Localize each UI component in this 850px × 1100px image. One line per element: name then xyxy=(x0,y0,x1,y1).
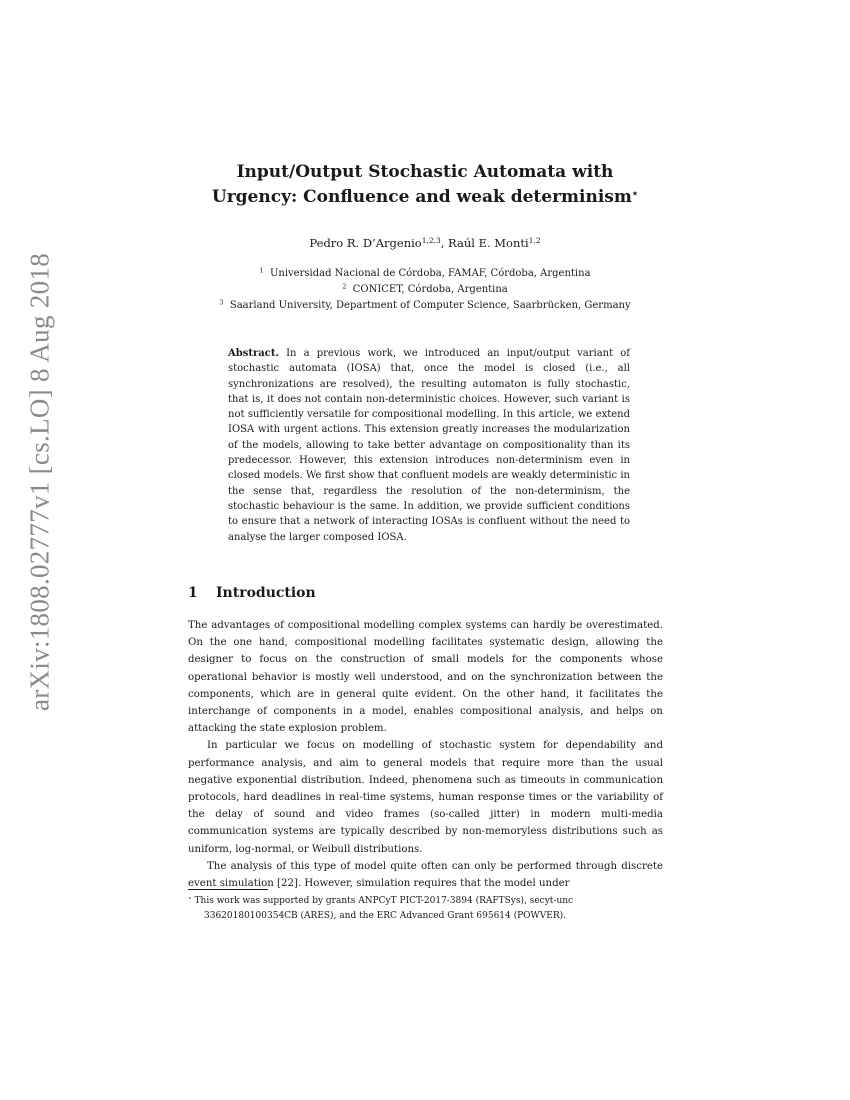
abstract-label: Abstract. xyxy=(228,348,279,359)
arxiv-identifier-text: arXiv:1808.02777v1 [cs.LO] 8 Aug 2018 xyxy=(24,252,55,712)
footnote xyxy=(188,894,668,923)
affiliation-item xyxy=(150,282,700,298)
author-affiliation-sup: 1,2 xyxy=(528,235,541,245)
author-name: Pedro R. D’Argenio xyxy=(309,236,422,250)
title-line-2-text: Urgency: Confluence and weak determinism xyxy=(211,187,632,207)
author-list xyxy=(150,236,700,250)
author-affiliation-sup: 1,2,3 xyxy=(421,235,441,245)
body-paragraph: The analysis of this type of model quite often can only be performed through discrete event simulation [22]. However, simulation requires that the model under xyxy=(188,860,663,890)
affiliation-item xyxy=(150,266,700,282)
author-separator: , xyxy=(440,236,449,250)
section-number: 1 xyxy=(188,585,198,601)
abstract-text: In a previous work, we introduced an input/output variant of stochastic automata (IOSA) that, once the model is closed (i.e., all synchronizations are resolved), the resulting automaton is fully stochastic, that is, it does not contain non-deterministic choices. However, such variant is not sufficiently versatile for compositional modelling. In this article, we extend IOSA with urgent actions. This extension greatly increases the modularization of the models, allowing to take better advantage on compositionality than its predecessor. However, this extension introduces non-determinism even in closed models. We first show that confluent models are weakly deterministic in the sense that, regardless the resolution of the non-determinism, the stochastic behaviour is the same. In addition, we provide sufficient conditions to ensure that a network of interacting IOSAs is confluent without the need to analyse the larger composed IOSA. xyxy=(228,348,630,543)
affiliation-sup: 3 xyxy=(219,298,224,307)
title-line-2 xyxy=(150,185,700,210)
footnote-rule xyxy=(188,889,268,890)
author-name: Raúl E. Monti xyxy=(448,236,529,250)
body-paragraph: The advantages of compositional modelling complex systems can hardly be overestimated. On the one hand, compositional modelling facilitates systematic design, allowing the designer to focus on the construction of small models for the components whose operational behavior is mostly well understood, and on the synchronization between the components, which are in general quite evident. On the other hand, it facilitates the interchange of components in a model, enables compositional analysis, and helps on attacking the state explosion problem. xyxy=(188,620,663,735)
affiliation-item xyxy=(150,298,700,314)
affiliation-text: CONICET, Córdoba, Argentina xyxy=(352,284,508,295)
affiliation-text: Saarland University, Department of Computer Science, Saarbrücken, Germany xyxy=(229,300,631,311)
title-line-1: Input/Output Stochastic Automata with xyxy=(236,162,614,182)
footnote-mark: ⋆ xyxy=(188,895,192,902)
affiliation-list xyxy=(150,266,700,314)
footnote-line-1 xyxy=(188,894,668,909)
section-heading xyxy=(188,585,316,601)
section-title: Introduction xyxy=(216,585,316,601)
introduction-body xyxy=(188,617,663,892)
paper-title xyxy=(150,160,700,210)
affiliation-text: Universidad Nacional de Córdoba, FAMAF, Córdoba, Argentina xyxy=(269,268,591,279)
footnote-line-2: 33620180100354CB (ARES), and the ERC Advanced Grant 695614 (POWVER). xyxy=(204,910,567,921)
abstract xyxy=(228,346,630,545)
affiliation-sup: 1 xyxy=(259,266,264,275)
footnote-text-1: This work was supported by grants ANPCyT PICT-2017-3894 (RAFTSys), secyt-unc xyxy=(194,896,574,906)
body-paragraph: In particular we focus on modelling of stochastic system for dependability and performance analysis, and aim to general models that require more than the usual negative exponential distribution. Indeed, phenomena such as timeouts in communication protocols, hard deadlines in real-time systems, human response times or the variability of the delay of sound and video frames (so-called jitter) in modern multi-media communication systems are typically described by non-memoryless distributions such as uniform, log-normal, or Weibull distributions. xyxy=(188,740,663,855)
affiliation-sup: 2 xyxy=(342,282,347,291)
title-footnote-mark: ⋆ xyxy=(631,188,639,200)
